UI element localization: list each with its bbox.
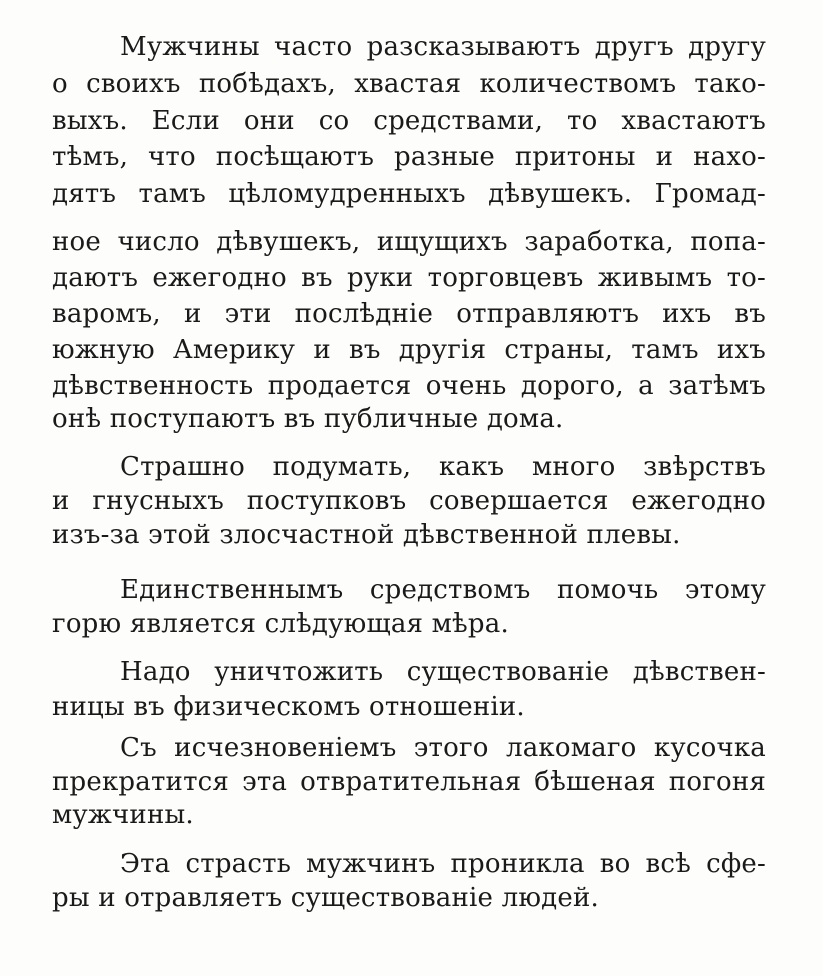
text-line: Единственнымъ средствомъ помочь этому — [120, 575, 766, 605]
text-line: о своихъ побѣдахъ, хвастая количествомъ тако- — [52, 69, 766, 99]
text-line: южную Америку и въ другія страны, тамъ ихъ — [52, 335, 766, 365]
text-line: выхъ. Если они со средствами, то хвастаютъ — [52, 106, 766, 136]
text-line: Надо уничтожить существованіе дѣвствен- — [120, 657, 766, 687]
text-line: ницы въ физическомъ отношеніи. — [52, 692, 525, 722]
text-line: Мужчины часто разсказываютъ другъ другу — [120, 32, 766, 62]
text-line: онѣ поступаютъ въ публичные дома. — [52, 404, 564, 434]
text-line: горю является слѣдующая мѣра. — [52, 609, 509, 639]
text-line: тѣмъ, что посѣщаютъ разные притоны и нахо- — [52, 142, 766, 172]
text-line: мужчины. — [52, 800, 194, 830]
text-line: ры и отравляетъ существованіе людей. — [52, 883, 599, 913]
text-line: прекратится эта отвратительная бѣшеная погоня — [52, 767, 766, 797]
text-line: даютъ ежегодно въ руки торговцевъ живымъ то- — [52, 263, 766, 293]
text-line: дѣвственность продается очень дорого, а затѣмъ — [52, 371, 766, 401]
text-line: дятъ тамъ цѣломудренныхъ дѣвушекъ. Громад- — [52, 179, 766, 209]
text-line: варомъ, и эти послѣдніе отправляютъ ихъ въ — [52, 299, 766, 329]
text-line: ное число дѣвушекъ, ищущихъ заработка, попа- — [52, 227, 766, 257]
text-line: изъ-за этой злосчастной дѣвственной плевы. — [52, 520, 681, 550]
text-line: и гнусныхъ поступковъ совершается ежегодно — [52, 486, 766, 516]
text-line: Съ исчезновеніемъ этого лакомаго кусочка — [120, 733, 766, 763]
text-line: Страшно подумать, какъ много звѣрствъ — [120, 452, 766, 482]
text-line: Эта страсть мужчинъ проникла во всѣ сфе- — [120, 849, 766, 879]
